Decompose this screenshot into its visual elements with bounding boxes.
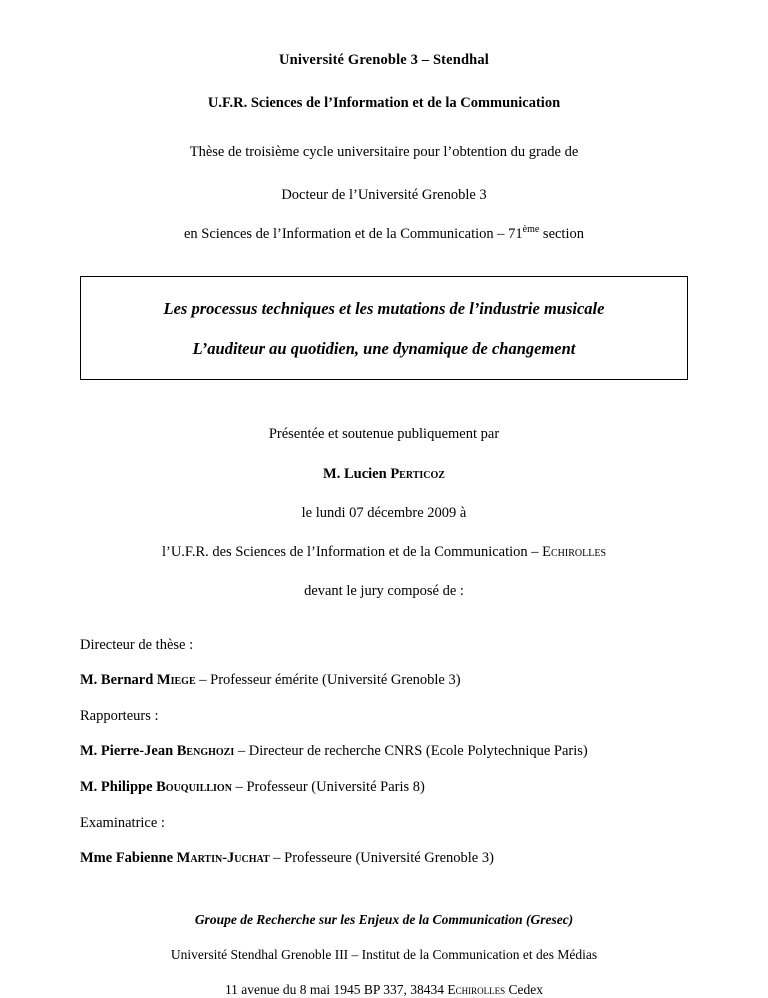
degree-line-3-superscript: ème	[522, 224, 540, 236]
jury-role-director: Directeur de thèse :	[80, 637, 194, 653]
faculty-name: U.F.R. Sciences de l’Information et de la Communication	[207, 95, 561, 111]
jury-member-name-prefix: M. Pierre-Jean	[80, 743, 177, 759]
jury-role-examiner: Examinatrice :	[80, 815, 165, 831]
jury-member-name-prefix: Mme Fabienne	[80, 850, 177, 866]
degree-line-3	[80, 226, 688, 243]
jury-member	[80, 743, 688, 760]
thesis-title-main: Les processus techniques et les mutations de l’industrie musicale	[163, 299, 605, 318]
author-name	[80, 466, 688, 483]
jury-member-affiliation: – Professeur (Université Paris 8)	[231, 779, 425, 795]
jury-member-surname: Bouquillion	[156, 779, 232, 795]
jury-member-affiliation: – Directeur de recherche CNRS (Ecole Polytechnique Paris)	[234, 743, 588, 759]
thesis-title-box	[80, 276, 688, 380]
degree-line-3-suffix: section	[539, 226, 584, 242]
thesis-title-subtitle: L’auditeur au quotidien, une dynamique de changement	[192, 339, 576, 358]
jury-member-surname: Martin-Juchat	[176, 850, 270, 866]
jury-member-affiliation: – Professeur émérite (Université Grenoble 3)	[195, 672, 461, 688]
jury-member-surname: Miege	[156, 672, 196, 688]
jury-member	[80, 779, 688, 796]
address-suffix: Cedex	[505, 982, 544, 997]
degree-line-1: Thèse de troisième cycle universitaire pour l’obtention du grade de	[189, 144, 579, 160]
address-city: Echirolles	[447, 982, 506, 997]
presented-by-label: Présentée et soutenue publiquement par	[268, 426, 500, 442]
address-line	[80, 982, 688, 998]
author-surname: Perticoz	[390, 466, 445, 482]
research-group-name: Groupe de Recherche sur les Enjeux de la Communication (Gresec)	[194, 912, 574, 927]
jury-member-surname: Benghozi	[176, 743, 235, 759]
jury-member	[80, 672, 688, 689]
jury-intro: devant le jury composé de :	[304, 583, 464, 599]
university-name: Université Grenoble 3 – Stendhal	[279, 52, 489, 68]
author-name-prefix: M. Lucien	[323, 466, 391, 482]
jury-member	[80, 850, 688, 867]
jury-member-name-prefix: M. Bernard	[80, 672, 157, 688]
institution-line: Université Stendhal Grenoble III – Institut de la Communication et des Médias	[170, 947, 598, 962]
jury-member-affiliation: – Professeure (Université Grenoble 3)	[269, 850, 494, 866]
jury-list	[80, 637, 688, 867]
address-prefix: 11 avenue du 8 mai 1945 BP 337, 38434	[224, 982, 448, 997]
page-footer	[80, 912, 688, 998]
defense-date: le lundi 07 décembre 2009 à	[301, 505, 467, 521]
defense-place	[80, 544, 688, 561]
jury-role-rapporteurs: Rapporteurs :	[80, 708, 159, 724]
jury-member-name-prefix: M. Philippe	[80, 779, 157, 795]
degree-line-3-prefix: en Sciences de l’Information et de la Communication – 71	[184, 226, 523, 242]
defense-place-prefix: l’U.F.R. des Sciences de l’Information et de la Communication –	[161, 544, 543, 560]
degree-line-2: Docteur de l’Université Grenoble 3	[281, 187, 487, 203]
defense-place-city: Echirolles	[542, 544, 607, 560]
